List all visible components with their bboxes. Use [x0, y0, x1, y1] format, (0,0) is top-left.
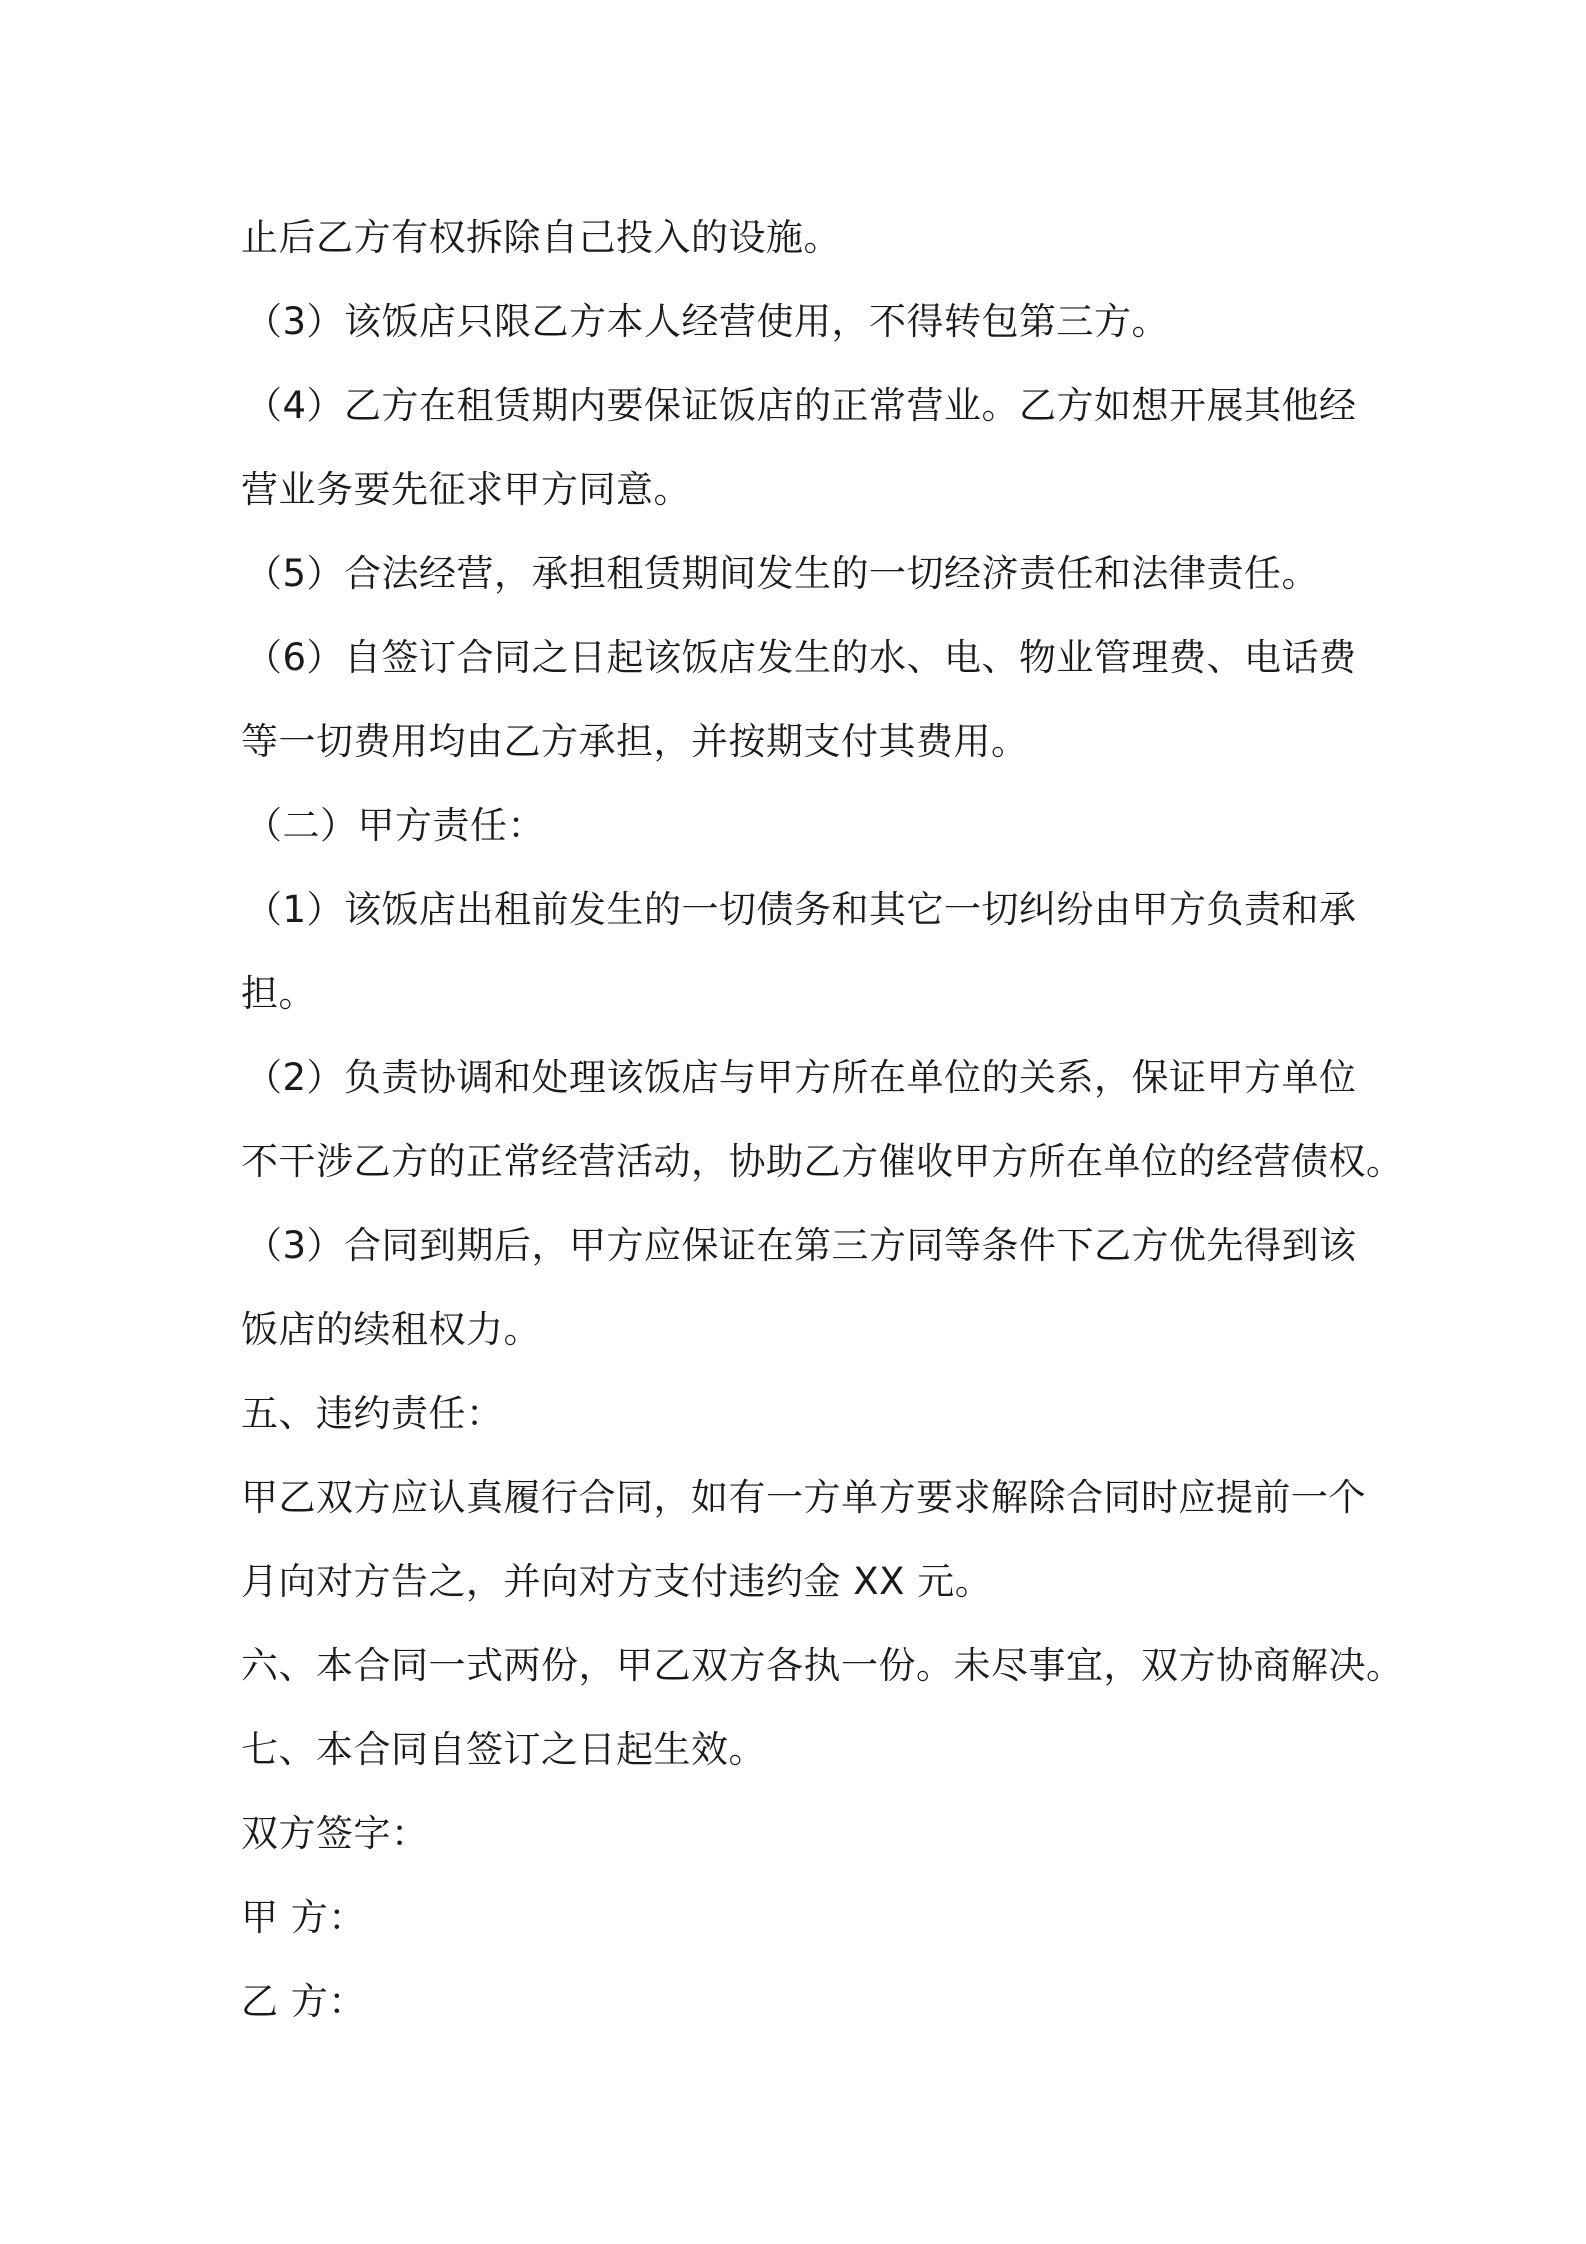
party-a-signature-label: 甲 方：: [241, 1896, 366, 1939]
text-line-1: 止后乙方有权拆除自己投入的设施。: [241, 216, 841, 259]
clause-5-line: （5）合法经营，承担租赁期间发生的一切经济责任和法律责任。: [245, 552, 1320, 595]
section-6-line: 六、本合同一式两份，甲乙双方各执一份。未尽事宜，双方协商解决。: [241, 1644, 1404, 1687]
section-7-line: 七、本合同自签订之日起生效。: [241, 1728, 766, 1771]
breach-heading: 五、违约责任：: [241, 1392, 504, 1435]
signatures-heading: 双方签字：: [241, 1812, 429, 1855]
a-clause-1-line-1: （1）该饭店出租前发生的一切债务和其它一切纠纷由甲方负责和承: [245, 888, 1357, 931]
a-clause-2-line-2: 不干涉乙方的正常经营活动，协助乙方催收甲方所在单位的经营债权。: [241, 1140, 1404, 1183]
contract-text: [241, 196, 1404, 2044]
breach-text-line-2: 月向对方告之，并向对方支付违约金 XX 元。: [241, 1560, 993, 1603]
a-clause-2-line-1: （2）负责协调和处理该饭店与甲方所在单位的关系，保证甲方单位: [245, 1056, 1357, 1099]
clause-6-line-1: （6）自签订合同之日起该饭店发生的水、电、物业管理费、电话费: [245, 636, 1357, 679]
clause-6-line-2: 等一切费用均由乙方承担，并按期支付其费用。: [241, 720, 1029, 763]
a-clause-3-line-1: （3）合同到期后，甲方应保证在第三方同等条件下乙方优先得到该: [245, 1224, 1357, 1267]
party-a-responsibility-heading: （二）甲方责任：: [245, 804, 545, 847]
clause-4-line-1: （4）乙方在租赁期内要保证饭店的正常营业。乙方如想开展其他经: [245, 384, 1357, 427]
party-b-signature-label: 乙 方：: [241, 1980, 366, 2023]
a-clause-3-line-2: 饭店的续租权力。: [241, 1308, 541, 1351]
clause-3-line: （3）该饭店只限乙方本人经营使用，不得转包第三方。: [245, 300, 1170, 343]
a-clause-1-line-2: 担。: [241, 972, 316, 1015]
breach-text-line-1: 甲乙双方应认真履行合同，如有一方单方要求解除合同时应提前一个: [241, 1476, 1366, 1519]
clause-4-line-2: 营业务要先征求甲方同意。: [241, 468, 691, 511]
